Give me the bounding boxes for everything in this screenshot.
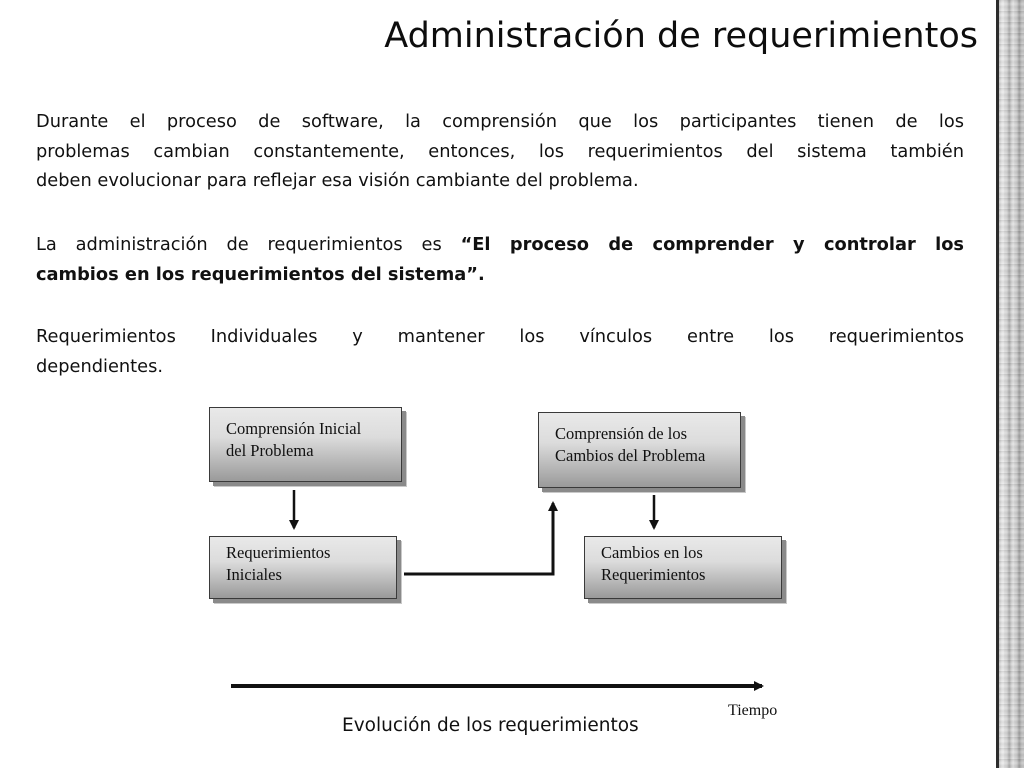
box-initial-requirements bbox=[209, 536, 397, 599]
paragraph-individual-requirements bbox=[36, 322, 964, 381]
definition-intro: La administración de requerimientos es bbox=[36, 234, 461, 255]
paragraph-line bbox=[36, 260, 964, 290]
box-label: Comprensión Inicial bbox=[226, 419, 362, 438]
box-label: Requerimientos bbox=[601, 565, 706, 584]
box-label: Comprensión de los bbox=[555, 424, 687, 443]
arrow-requirements-to-changes bbox=[404, 503, 553, 574]
slide-title: Administración de requerimientos bbox=[384, 16, 978, 56]
box-label: Cambios en los bbox=[601, 543, 703, 562]
box-label: Cambios del Problema bbox=[555, 446, 706, 465]
box-label: Requerimientos bbox=[226, 543, 331, 562]
diagram-caption: Evolución de los requerimientos bbox=[342, 715, 639, 736]
box-changed-understanding bbox=[538, 412, 741, 488]
paragraph-line: Requerimientos Individuales y mantener los vínculos entre los requerimientos bbox=[36, 326, 964, 347]
box-changed-requirements bbox=[584, 536, 782, 599]
right-edge-texture bbox=[999, 0, 1024, 768]
box-initial-understanding bbox=[209, 407, 402, 482]
paragraph-requirements-evolve bbox=[36, 107, 964, 196]
paragraph-definition bbox=[36, 230, 964, 289]
paragraph-line: dependientes. bbox=[36, 355, 163, 377]
definition-quote-end: cambios en los requerimientos del sistema”. bbox=[36, 263, 485, 285]
time-axis-label: Tiempo bbox=[728, 702, 778, 719]
box-label: del Problema bbox=[226, 441, 314, 460]
paragraph-line: problemas cambian constantemente, entonces, los requerimientos del sistema también bbox=[36, 140, 964, 162]
definition-quote-start: “El proceso de comprender y controlar los bbox=[460, 234, 964, 255]
paragraph-line: Durante el proceso de software, la comprensión que los participantes tienen de los bbox=[36, 111, 964, 132]
paragraph-line: deben evolucionar para reflejar esa visión cambiante del problema. bbox=[36, 170, 639, 191]
paragraph-line bbox=[36, 230, 964, 260]
box-label: Iniciales bbox=[226, 565, 282, 584]
